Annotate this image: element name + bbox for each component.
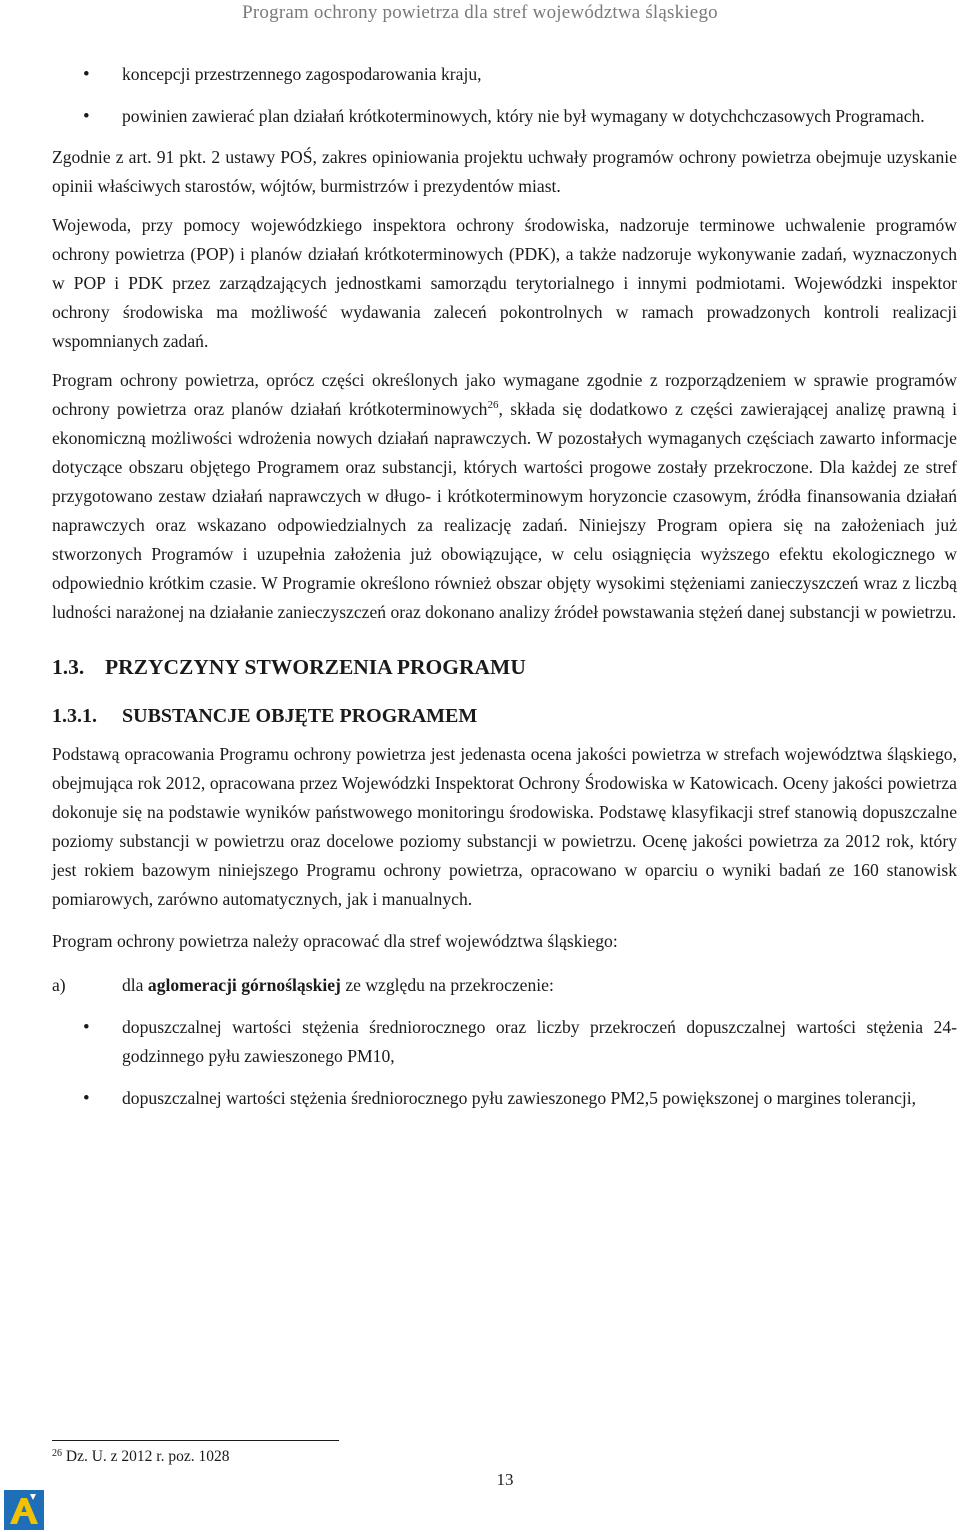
company-logo-icon — [4, 1490, 44, 1530]
text-run: , składa się dodatkowo z części zawierającej analizę prawną i ekonomiczną możliwości wdrożenia nowych działań naprawczych. W pozostałych wymaganych częściach zawarto informacje dotyczące obszaru objętego Programem oraz substancji, których wartości progowe zostały przekroczone. Dla każdej ze stref przygotowano zestaw działań naprawczych w długo- i krótkoterminowym horyzoncie czasowym, źródła finansowania działań naprawczych oraz wskazano odpowiedzialnych za realizację zadań. Niniejszy Program opiera się na założeniach już stworzonych Programów i uzupełnia założenia już obowiązujące, w celu osiągnięcia wyższego efektu ekologicznego w odpowiednio krótkim czasie. W Programie określono również obszar objęty wysokimi stężeniami zanieczyszczeń wraz z liczbą ludności narażonej na działanie zanieczyszczeń oraz dokonano analizy źródeł powstawania stężeń danej substancji w powietrzu. — [52, 399, 957, 622]
bottom-bullet-list — [52, 1013, 957, 1113]
section-title: PRZYCZYNY STWORZENIA PROGRAMU — [105, 655, 526, 679]
list-item: • dopuszczalnej wartości stężenia średniorocznego oraz liczby przekroczeń dopuszczalnej wartości stężenia 24-godzinnego pyłu zawieszonego PM10, — [52, 1013, 957, 1071]
section-number: 1.3. — [52, 655, 85, 679]
footnote-separator — [52, 1440, 339, 1441]
top-bullet-list — [52, 60, 957, 131]
section-heading — [52, 653, 957, 682]
agglomeration-name: aglomeracji górnośląskiej — [147, 975, 341, 995]
page-number: 13 — [496, 1470, 514, 1489]
list-item: • powinien zawierać plan działań krótkoterminowych, który nie był wymagany w dotychchczasowych Programach. — [52, 102, 957, 131]
paragraph-opinions: Zgodnie z art. 91 pkt. 2 ustawy POŚ, zakres opiniowania projektu uchwały programów ochrony powietrza obejmuje uzyskanie opinii właściwych starostów, wójtów, burmistrzów i prezydentów miast. — [52, 147, 957, 196]
paragraph-program-content — [52, 366, 957, 627]
footnote-mark: 26 — [52, 1448, 62, 1459]
paragraph-zones-intro: Program ochrony powietrza należy opracować dla stref województwa śląskiego: — [52, 931, 618, 951]
list-item: • dopuszczalnej wartości stężenia średniorocznego pyłu zawieszonego PM2,5 powiększonej o margines tolerancji, — [52, 1084, 957, 1113]
footnote-reference[interactable]: 26 — [487, 399, 499, 411]
text-run: ze względu na przekroczenie: — [340, 975, 554, 995]
list-item: • koncepcji przestrzennego zagospodarowania kraju, — [52, 60, 957, 89]
footnote — [52, 1447, 229, 1467]
text-run: Program ochrony powietrza, oprócz części określonych jako wymagane zgodnie z rozporządzeniem w sprawie programów ochrony powietrza oraz planów działań krótkoterminowych — [52, 370, 957, 419]
footnote-text: Dz. U. z 2012 r. poz. 1028 — [62, 1448, 230, 1465]
running-header: Program ochrony powietrza dla stref województwa śląskiego — [242, 2, 718, 23]
subsection-heading — [52, 702, 957, 731]
subsection-number: 1.3.1. — [52, 705, 97, 727]
subsection-title: SUBSTANCJE OBJĘTE PROGRAMEM — [122, 705, 478, 727]
text-run: dla — [122, 975, 148, 995]
paragraph-basis: Podstawą opracowania Programu ochrony powietrza jest jedenasta ocena jakości powietrza w strefach województwa śląskiego, obejmująca rok 2012, opracowana przez Wojewódzki Inspektorat Ochrony Środowiska w Katowicach. Oceny jakości powietrza dokonuje się na podstawie wyników państwowego monitoringu środowiska. Podstawę klasyfikacji stref stanowią dopuszczalne poziomy substancji w powietrzu oraz docelowe poziomy substancji w powietrzu. Ocenę jakości powietrza za 2012 rok, który jest rokiem bazowym niniejszego Programu ochrony powietrza, opracowano w oparciu o wyniki badań ze 160 stanowisk pomiarowych, zarówno automatycznych, jak i manualnych. — [52, 744, 957, 909]
list-item-a — [52, 971, 957, 1000]
item-label: a) — [52, 975, 66, 995]
page-content — [52, 60, 957, 1113]
paragraph-supervision: Wojewoda, przy pomocy wojewódzkiego inspektora ochrony środowiska, nadzoruje terminowe uchwalenie programów ochrony powietrza (POP) i planów działań krótkoterminowych (PDK), a także nadzoruje wykonywanie zadań, wyznaczonych w POP i PDK przez zarządzających jednostkami samorządu terytorialnego i innymi podmiotami. Wojewódzki inspektor ochrony środowiska ma możliwość wydawania zaleceń pokontrolnych w ramach prowadzonych kontroli realizacji wspomnianych zadań. — [52, 215, 957, 351]
